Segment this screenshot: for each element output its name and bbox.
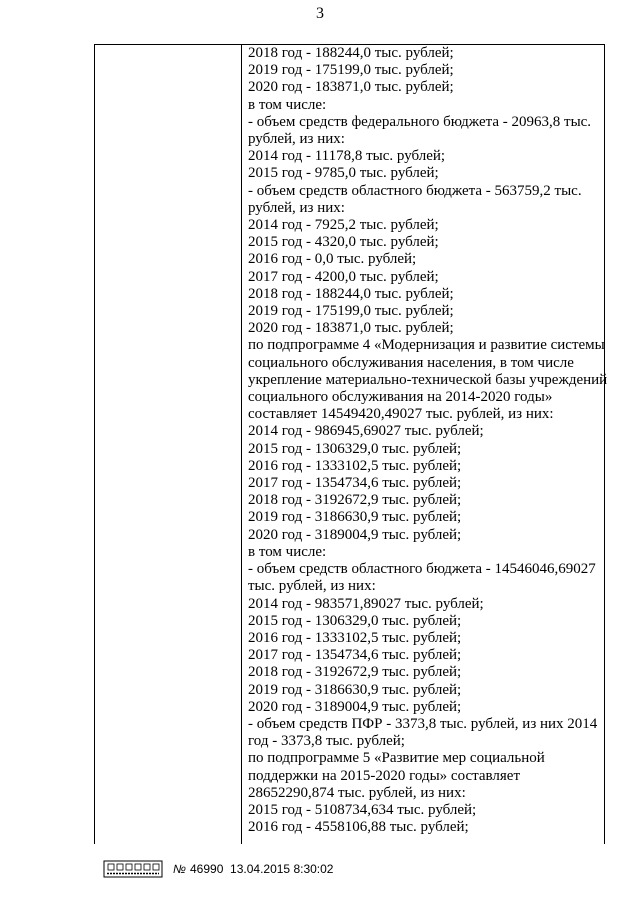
text-line: 2014 год - 986945,69027 тыс. рублей;	[248, 423, 484, 440]
text-line: 2017 год - 1354734,6 тыс. рублей;	[248, 647, 462, 664]
text-line: - объем средств федерального бюджета - 20963,8 тыс.	[248, 113, 592, 130]
text-line: социального обслуживания населения, в том числе	[248, 354, 574, 371]
text-line: год - 3373,8 тыс. рублей;	[248, 733, 405, 750]
text-line: 2019 год - 175199,0 тыс. рублей;	[248, 303, 454, 320]
table-cell-content	[248, 45, 608, 836]
text-line: по подпрограмме 4 «Модернизация и развитие системы	[248, 337, 605, 354]
text-line: 2019 год - 3186630,9 тыс. рублей;	[248, 509, 462, 526]
text-line: по подпрограмме 5 «Развитие мер социальной	[248, 750, 545, 767]
text-line: 2015 год - 1306329,0 тыс. рублей;	[248, 440, 462, 457]
text-line: 2020 год - 3189004,9 тыс. рублей;	[248, 698, 462, 715]
registration-datetime: 13.04.2015 8:30:02	[230, 862, 334, 876]
page-number: 3	[316, 5, 324, 22]
text-line: укрепление материально-технической базы учреждений	[248, 371, 608, 388]
text-line: - объем средств ПФР - 3373,8 тыс. рублей, из них 2014	[248, 715, 598, 732]
text-line: 2015 год - 9785,0 тыс. рублей;	[248, 165, 439, 182]
text-line: социального обслуживания на 2014-2020 годы»	[248, 389, 553, 406]
text-line: в том числе:	[248, 96, 327, 113]
text-line: 2020 год - 183871,0 тыс. рублей;	[248, 320, 454, 337]
text-line: 2014 год - 11178,8 тыс. рублей;	[248, 148, 446, 165]
text-line: 2016 год - 1333102,5 тыс. рублей;	[248, 457, 462, 474]
text-line: тыс. рублей, из них:	[248, 578, 376, 595]
text-line: 2014 год - 983571,89027 тыс. рублей;	[248, 595, 484, 612]
text-line: - объем средств областного бюджета - 563759,2 тыс.	[248, 182, 582, 199]
number-sign: №	[173, 862, 186, 876]
text-line: 2018 год - 188244,0 тыс. рублей;	[248, 45, 454, 61]
text-line: 2015 год - 4320,0 тыс. рублей;	[248, 234, 439, 251]
text-line: в том числе:	[248, 543, 327, 560]
text-line: 2018 год - 3192672,9 тыс. рублей;	[248, 664, 462, 681]
text-line: 2018 год - 188244,0 тыс. рублей;	[248, 285, 454, 302]
text-line: 2019 год - 3186630,9 тыс. рублей;	[248, 681, 462, 698]
text-line: рублей, из них:	[248, 199, 345, 216]
text-line: поддержки на 2015-2020 годы» составляет	[248, 767, 520, 784]
text-line: 2018 год - 3192672,9 тыс. рублей;	[248, 492, 462, 509]
text-line: 28652290,874 тыс. рублей, из них:	[248, 784, 466, 801]
text-line: 2015 год - 5108734,634 тыс. рублей;	[248, 801, 477, 818]
text-line: 2016 год - 1333102,5 тыс. рублей;	[248, 629, 462, 646]
text-line: рублей, из них:	[248, 131, 345, 148]
registration-stamp	[173, 861, 333, 877]
text-line: 2020 год - 183871,0 тыс. рублей;	[248, 79, 454, 96]
government-logo-icon	[103, 859, 163, 879]
document-table	[94, 44, 608, 844]
text-line: составляет 14549420,49027 тыс. рублей, из них:	[248, 406, 554, 423]
text-line: 2019 год - 175199,0 тыс. рублей;	[248, 62, 454, 79]
text-line: 2017 год - 1354734,6 тыс. рублей;	[248, 475, 462, 492]
text-line: 2017 год - 4200,0 тыс. рублей;	[248, 268, 439, 285]
text-line: 2016 год - 4558106,88 тыс. рублей;	[248, 819, 469, 836]
document-number: 46990	[190, 862, 224, 876]
text-line: 2014 год - 7925,2 тыс. рублей;	[248, 217, 439, 234]
text-line: 2015 год - 1306329,0 тыс. рублей;	[248, 612, 462, 629]
text-line: - объем средств областного бюджета - 14546046,69027	[248, 561, 596, 578]
text-line: 2020 год - 3189004,9 тыс. рублей;	[248, 526, 462, 543]
column-divider	[241, 45, 242, 844]
text-line: 2016 год - 0,0 тыс. рублей;	[248, 251, 417, 268]
